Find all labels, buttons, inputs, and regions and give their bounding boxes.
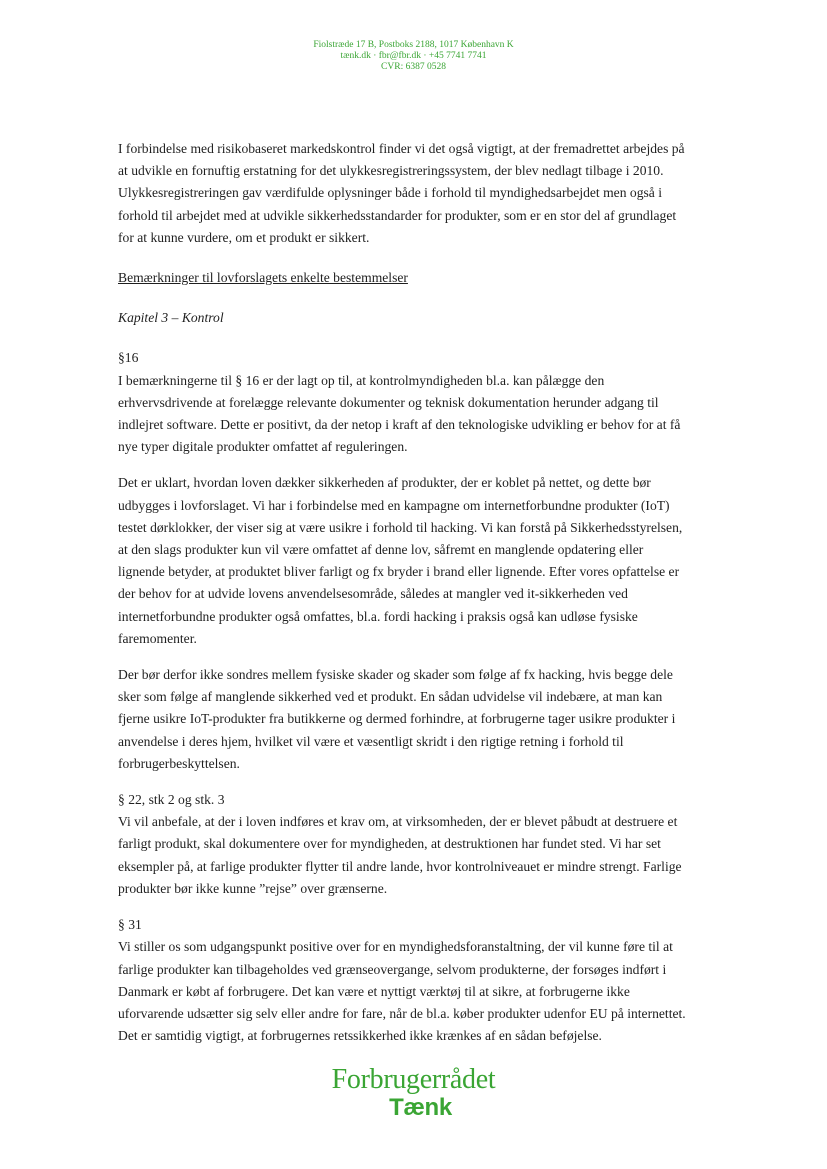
section-31-paragraph-1: Vi stiller os som udgangspunkt positive over for en myndighedsforanstaltning, der vil kunne føre til at farlige produkter kan tilbageholdes ved grænseovergange, selvom produkterne, der forsøges indført i Danmark er købt af forbrugere. Det kan være et nyttigt værktøj til at sikre, at forbrugerne ikke uforvarende udsætter sig selv eller andre for fare, når de bl.a. køber produkter udenfor EU på internettet. Det er samtidig vigtigt, at forbrugernes retssikkerhed ikke krænkes af en sådan beføjelse. [118, 939, 686, 1044]
logo-line-forbrugerraadet: Forbrugerrådet [331, 1064, 496, 1095]
section-title-16: §16 [118, 350, 139, 366]
chapter-heading: Kapitel 3 – Kontrol [118, 310, 224, 326]
logo-line-taenk: Tænk [389, 1094, 452, 1121]
cvr-line: CVR: 6387 0528 [381, 62, 446, 72]
letterhead [0, 40, 827, 73]
section-16-paragraph-2: Det er uklart, hvordan loven dækker sikkerheden af produkter, der er koblet på nettet, og dette bør udbygges i lovforslaget. Vi har i forbindelse med en kampagne om internetforbundne produkter (IoT) testet dørklokker, der viser sig at være usikre i forhold til hacking. Vi kan forstå på Sikkerhedsstyrelsen, at den slags produkter kun vil være omfattet af denne lov, såfremt en manglende opdatering eller lignende betyder, at produktet bliver farligt og fx bryder i brand eller lignende. Efter vores opfattelse er der behov for at udvide lovens anvendelsesområde, således at mangler ved it-sikkerheden ved internetforbundne produkter også omfattes, bl.a. fordi hacking i praksis også kan udløse fysiske faremomenter. [118, 475, 683, 646]
contact-line: tænk.dk · fbr@fbr.dk · +45 7741 7741 [340, 51, 487, 61]
section-16-paragraph-3: Der bør derfor ikke sondres mellem fysiske skader og skader som følge af fx hacking, hvis begge dele sker som følge af manglende sikkerhed ved et produkt. En sådan udvidelse vil indebære, at man kan fjerne usikre IoT-produkter fra butikkerne og dermed forhindre, at forbrugerne tager usikre produkter i anvendelse i deres hjem, hvilket vil være et væsentligt skridt i den rigtige retning i forhold til forbrugerbeskyttelsen. [118, 667, 676, 771]
section-22-paragraph-1: Vi vil anbefale, at der i loven indføres et krav om, at virksomheden, der er blevet påbudt at destruere et farligt produkt, skal dokumentere over for myndigheden, at destruktionen har fundet sted. Vi har set eksempler på, at farlige produkter flytter til andre lande, hvor kontrolniveauet er mindre strengt. Farlige produkter bør ikke kunne ”rejse” over grænserne. [118, 814, 682, 896]
section-title-22: § 22, stk 2 og stk. 3 [118, 792, 225, 808]
section-heading: Bemærkninger til lovforslagets enkelte bestemmelser [118, 270, 408, 286]
address-line: Fiolstræde 17 B, Postboks 2188, 1017 København K [313, 40, 514, 50]
section-16-paragraph-1: I bemærkningerne til § 16 er der lagt op til, at kontrolmyndigheden bl.a. kan pålægge den erhvervsdrivende at forelægge relevante dokumenter og teknisk dokumentation herunder adgang til indlejret software. Dette er positivt, da der netop i kraft af den teknologiske udvikling er behov for at få nye typer digitale produkter omfattet af reguleringen. [118, 372, 681, 455]
intro-paragraph: I forbindelse med risikobaseret markedskontrol finder vi det også vigtigt, at der fremadrettet arbejdes på at udvikle en fornuftig erstatning for det ulykkesregistreringssystem, der blev nedlagt tilbage i 2010. Ulykkesregistreringen gav værdifulde oplysninger både i forhold til myndighedsarbejdet men også i forhold til arbejdet med at udvikle sikkerhedsstandarder for produkter, som er en stor del af grundlaget for at kunne vurdere, om et produkt er sikkert. [118, 141, 685, 245]
document-body [118, 138, 692, 1047]
forbrugerraadet-logo [0, 1065, 827, 1121]
section-title-31: § 31 [118, 917, 142, 933]
